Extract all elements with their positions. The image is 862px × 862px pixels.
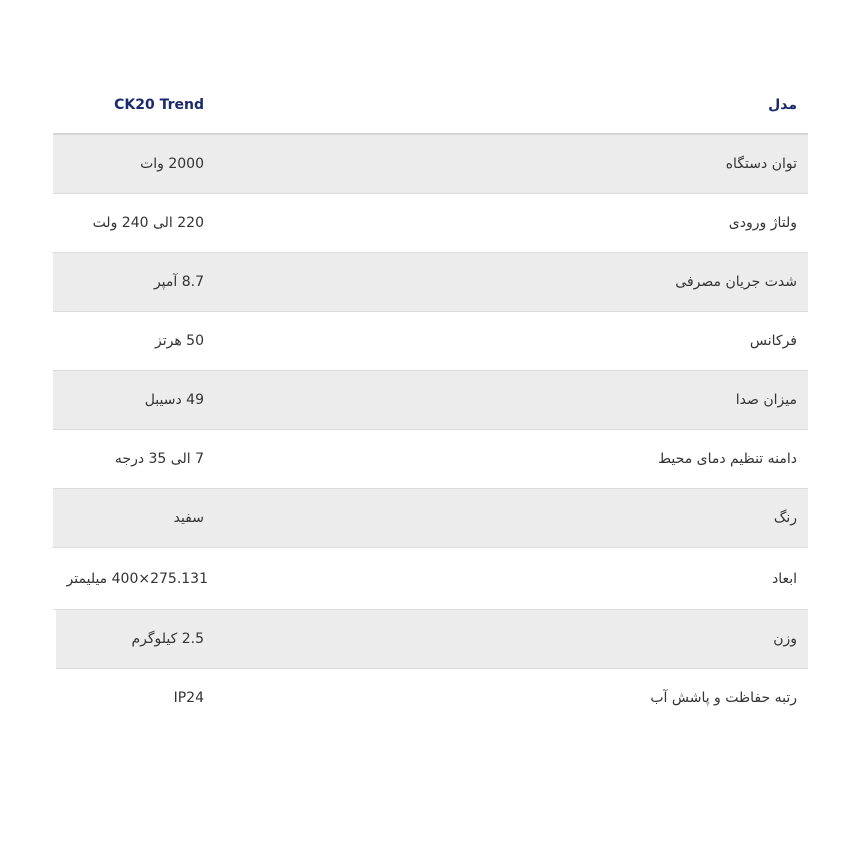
spec-row-weight	[56, 610, 808, 669]
spec-row-voltage	[53, 194, 808, 253]
spec-header-value: CK20 Trend	[114, 96, 204, 113]
spec-value: 275.131×400 میلیمتر	[66, 570, 208, 587]
spec-value: 2.5 کیلوگرم	[131, 631, 204, 647]
spec-value: 7 الی 35 درجه	[114, 451, 204, 467]
spec-label: ولتاژ ورودی	[728, 215, 797, 231]
spec-value: 8.7 آمپر	[153, 274, 204, 290]
spec-row-power	[53, 135, 808, 194]
spec-label: ابعاد	[771, 570, 797, 587]
spec-label: توان دستگاه	[725, 156, 797, 172]
spec-label: دامنه تنظیم دمای محیط	[658, 451, 797, 467]
spec-value: سفید	[173, 510, 204, 526]
spec-row-temperature-range	[53, 430, 808, 489]
spec-table	[53, 76, 808, 727]
spec-label: رنگ	[773, 510, 797, 526]
spec-label: شدت جریان مصرفی	[675, 274, 797, 290]
spec-value: 50 هرتز	[154, 333, 204, 349]
spec-row-current	[53, 253, 808, 312]
spec-header-row	[53, 76, 808, 135]
spec-value: 2000 وات	[140, 156, 204, 172]
spec-label: رتبه حفاظت و پاشش آب	[650, 690, 797, 706]
spec-header-label: مدل	[768, 96, 797, 113]
spec-label: فرکانس	[749, 333, 797, 349]
spec-value: 49 دسیبل	[144, 392, 204, 408]
spec-row-ip-rating	[56, 669, 808, 727]
spec-label: وزن	[773, 631, 797, 647]
spec-label: میزان صدا	[735, 392, 797, 408]
spec-row-color	[53, 489, 808, 548]
spec-value: IP24	[173, 690, 204, 706]
spec-row-frequency	[53, 312, 808, 371]
spec-row-noise	[53, 371, 808, 430]
spec-value: 220 الی 240 ولت	[92, 215, 204, 231]
spec-row-dimensions	[53, 548, 808, 610]
